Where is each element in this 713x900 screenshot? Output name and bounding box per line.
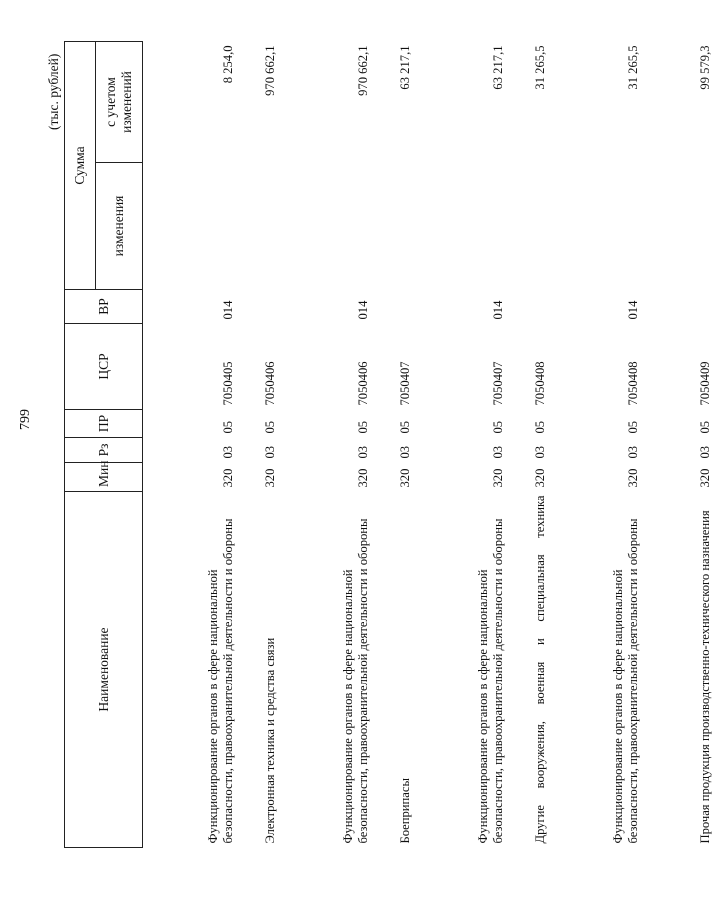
row-vr [236, 290, 278, 324]
row-pr: 05 [490, 420, 505, 434]
table-row [371, 41, 413, 847]
row-min: 320 [262, 468, 277, 488]
header-min: Мин [65, 463, 143, 492]
row-csr: 7050408 [532, 361, 547, 406]
row-changes [278, 163, 371, 290]
row-vr [371, 290, 413, 324]
row-min: 320 [625, 468, 640, 488]
row-rz: 03 [490, 445, 505, 459]
row-changes [548, 163, 641, 290]
row-rz: 03 [625, 445, 640, 459]
row-pr: 05 [220, 420, 235, 434]
row-name: Функционирование органов в сфере национальной безопасности, правоохранительной деятельности и обороны [475, 518, 505, 844]
table-row [641, 41, 713, 847]
row-csr: 7050405 [220, 361, 235, 406]
row-pr: 05 [532, 420, 547, 434]
row-csr: 7050406 [262, 361, 277, 406]
row-with-changes: 970 662,1 [262, 45, 277, 96]
table-row [548, 41, 641, 847]
row-name: Функционирование органов в сфере национальной безопасности, правоохранительной деятельности и обороны [205, 518, 235, 844]
table-row [278, 41, 371, 847]
row-vr: 014 [355, 300, 370, 320]
row-csr: 7050408 [625, 361, 640, 406]
row-pr: 05 [625, 420, 640, 434]
page-number: 799 [18, 409, 33, 430]
row-csr: 7050407 [397, 361, 412, 406]
row-rz: 03 [397, 445, 412, 459]
row-vr: 014 [625, 300, 640, 320]
units-label: (тыс. рублей) [46, 53, 61, 130]
row-with-changes: 99 579,3 [697, 45, 712, 90]
row-csr: 7050409 [697, 361, 712, 406]
row-csr: 7050406 [355, 361, 370, 406]
header-vr: ВР [65, 290, 143, 324]
row-name: Функционирование органов в сфере национальной безопасности, правоохранительной деятельности и обороны [610, 518, 640, 844]
row-pr: 05 [697, 420, 712, 434]
row-with-changes: 31 265,5 [625, 45, 640, 90]
row-changes [371, 163, 413, 290]
row-name: Другие вооружения, военная и специальная техника [532, 495, 547, 844]
row-min: 320 [532, 468, 547, 488]
row-rz: 03 [220, 445, 235, 459]
table-row [413, 41, 506, 847]
row-rz: 03 [262, 445, 277, 459]
row-vr: 014 [220, 300, 235, 320]
row-changes [506, 163, 548, 290]
row-with-changes: 63 217,1 [397, 45, 412, 90]
row-rz: 03 [532, 445, 547, 459]
header-pr: ПР [65, 410, 143, 438]
row-changes [236, 163, 278, 290]
row-changes [641, 163, 713, 290]
row-with-changes: 31 265,5 [532, 45, 547, 90]
row-with-changes: 63 217,1 [490, 45, 505, 90]
row-min: 320 [697, 468, 712, 488]
table-row [143, 41, 236, 847]
row-vr [506, 290, 548, 324]
row-min: 320 [397, 468, 412, 488]
header-changes: изменения [96, 163, 143, 290]
row-min: 320 [355, 468, 370, 488]
table-row [506, 41, 548, 847]
row-pr: 05 [397, 420, 412, 434]
row-pr: 05 [262, 420, 277, 434]
table-row [236, 41, 278, 847]
row-with-changes: 8 254,0 [220, 45, 235, 84]
row-name: Прочая продукция производственно-технического назначения [697, 510, 712, 844]
header-sum: Сумма [65, 41, 96, 289]
header-rz: Рз [65, 438, 143, 463]
row-name: Функционирование органов в сфере национальной безопасности, правоохранительной деятельности и обороны [340, 518, 370, 844]
header-with-changes: с учетом изменений [96, 41, 143, 162]
row-min: 320 [490, 468, 505, 488]
table-body [143, 41, 713, 847]
row-rz: 03 [697, 445, 712, 459]
row-changes [143, 163, 236, 290]
row-min: 320 [220, 468, 235, 488]
header-name: Наименование [65, 492, 143, 848]
row-rz: 03 [355, 445, 370, 459]
row-vr [641, 290, 713, 324]
row-with-changes: 970 662,1 [355, 45, 370, 96]
row-name: Боеприпасы [397, 778, 412, 844]
row-name: Электронная техника и средства связи [262, 637, 277, 844]
header-csr: ЦСР [65, 324, 143, 410]
budget-table [64, 41, 713, 848]
row-csr: 7050407 [490, 361, 505, 406]
row-changes [413, 163, 506, 290]
row-vr: 014 [490, 300, 505, 320]
row-pr: 05 [355, 420, 370, 434]
